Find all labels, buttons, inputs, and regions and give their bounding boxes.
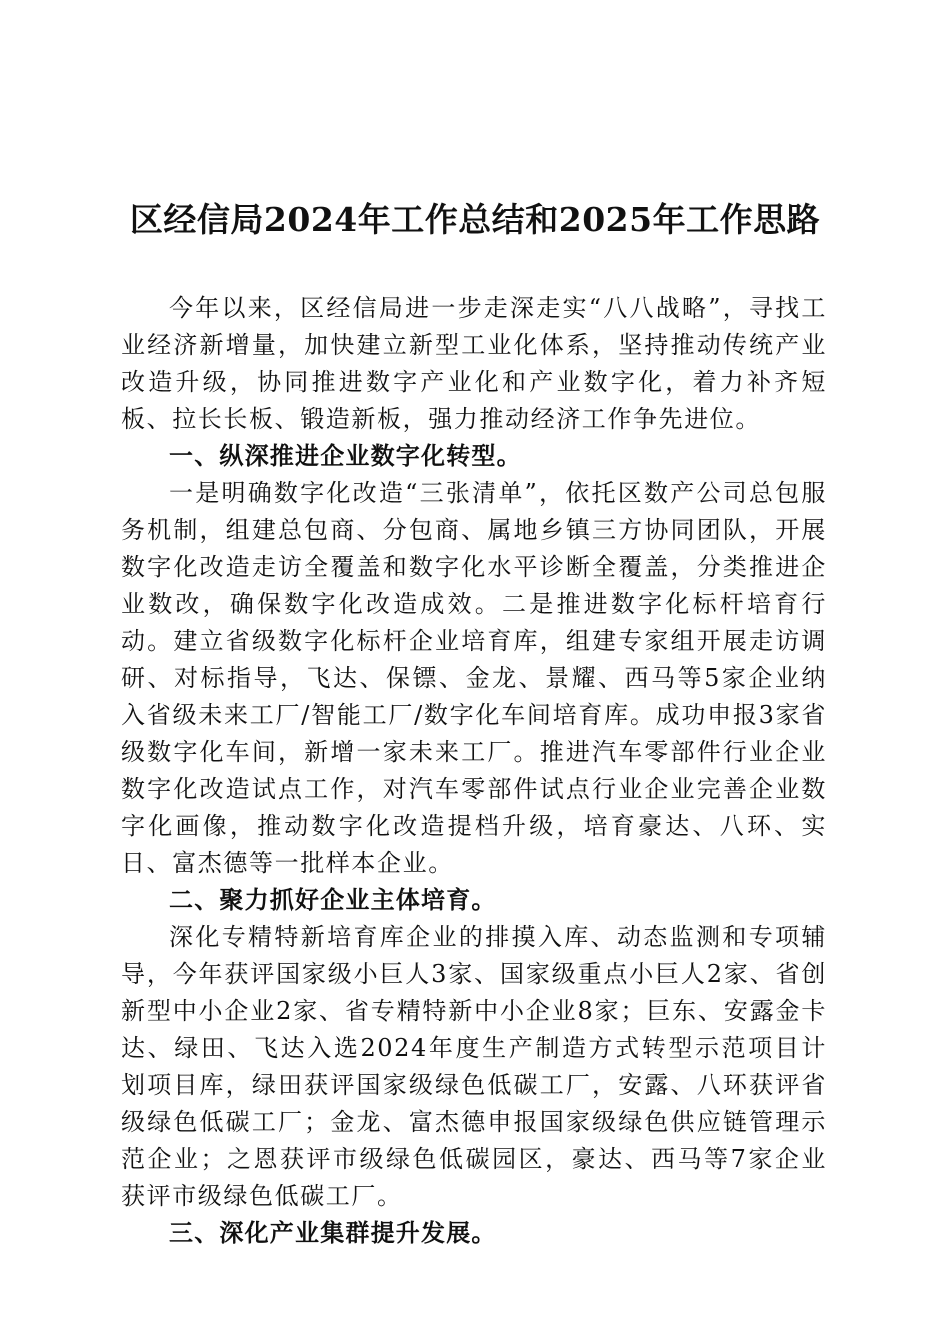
section-heading-1: 一、纵深推进企业数字化转型。 bbox=[169, 442, 522, 470]
section-2-paragraph: 深化专精特新培育库企业的排摸入库、动态监测和专项辅导，今年获评国家级小巨人3家、国家级重点小巨人2家、省创新型中小企业2家、省专精特新中小企业8家；巨东、安露金卡达、绿田、飞达入选2024年度生产制造方式转型示范项目计划项目库，绿田获评国家级绿色低碳工厂，安露、八环获评省级绿色低碳工厂；金龙、富杰德申报国家级绿色供应链管理示范企业；之恩获评市级绿色低碳园区，豪达、西马等7家企业获评市级绿色低碳工厂。 bbox=[121, 923, 827, 1210]
section-1-paragraph: 一是明确数字化改造“三张清单”，依托区数产公司总包服务机制，组建总包商、分包商、属地乡镇三方协同团队，开展数字化改造走访全覆盖和数字化水平诊断全覆盖，分类推进企业数改，确保数字化改造成效。二是推进数字化标杆培育行动。建立省级数字化标杆企业培育库，组建专家组开展走访调研、对标指导，飞达、保镖、金龙、景耀、西马等5家企业纳入省级未来工厂/智能工厂/数字化车间培育库。成功申报3家省级数字化车间，新增一家未来工厂。推进汽车零部件行业企业数字化改造试点工作，对汽车零部件试点行业企业完善企业数字化画像，推动数字化改造提档升级，培育豪达、八环、实日、富杰德等一批样本企业。 bbox=[121, 479, 827, 877]
document-body bbox=[121, 290, 827, 1252]
section-heading-2: 二、聚力抓好企业主体培育。 bbox=[169, 886, 497, 914]
intro-paragraph: 今年以来，区经信局进一步走深走实“八八战略”，寻找工业经济新增量，加快建立新型工业化体系，坚持推动传统产业改造升级，协同推进数字产业化和产业数字化，着力补齐短板、拉长长板、锻造新板，强力推动经济工作争先进位。 bbox=[121, 294, 827, 433]
document-title: 区经信局2024年工作总结和2025年工作思路 bbox=[129, 200, 821, 239]
section-heading-3: 三、深化产业集群提升发展。 bbox=[169, 1219, 497, 1247]
